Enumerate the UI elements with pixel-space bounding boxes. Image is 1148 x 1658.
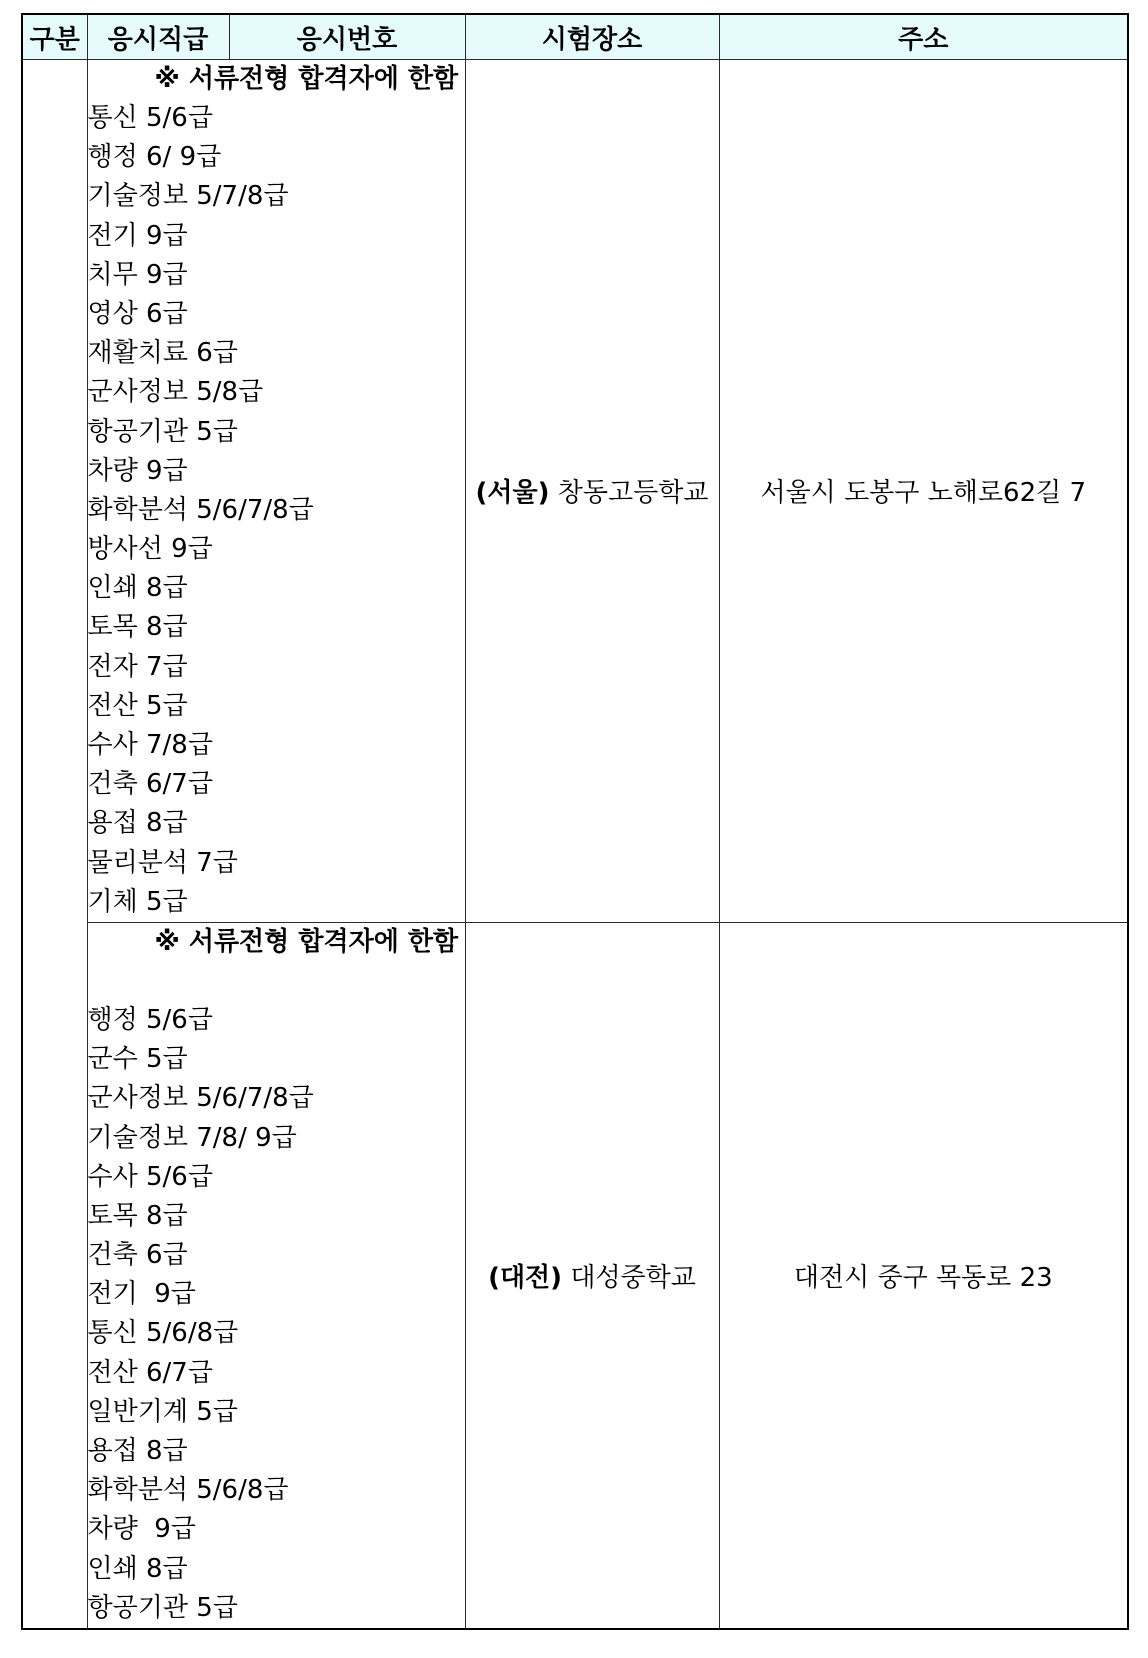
header-rank: 응시직급 xyxy=(87,14,229,60)
grade-item: 차량 9급 xyxy=(87,455,188,486)
grade-item: 인쇄 8급 xyxy=(87,1553,188,1584)
venue-name: 창동고등학교 xyxy=(557,478,709,509)
grade-item: 기술정보 7/8/ 9급 xyxy=(87,1122,297,1153)
grade-item: 통신 5/6급 xyxy=(87,103,213,133)
grade-item: 기체 5급 xyxy=(87,886,188,917)
venue-region: (대전) xyxy=(488,1262,563,1293)
address-cell: 대전시 중구 목동로 23 xyxy=(719,922,1128,1629)
grade-item: 통신 5/6/8급 xyxy=(87,1318,239,1349)
note-spacer xyxy=(88,962,465,1001)
grade-item: 일반기계 5급 xyxy=(87,1396,238,1427)
grade-item: 기술정보 5/7/8급 xyxy=(87,181,289,212)
grade-item: 전산 5급 xyxy=(87,690,188,721)
grade-item: 용접 8급 xyxy=(87,808,188,839)
eligibility-note: ※ 서류전형 합격자에 한함 xyxy=(154,926,459,957)
grade-item: 전기 9급 xyxy=(87,220,188,251)
grade-item: 화학분석 5/6/7/8급 xyxy=(87,494,314,525)
grade-item: 건축 6급 xyxy=(87,1240,188,1271)
grade-item: 전자 7급 xyxy=(87,651,188,682)
grade-item: 행정 6/ 9급 xyxy=(87,142,222,173)
section-row-daejeon xyxy=(22,922,1128,1629)
grade-item: 항공기관 5급 xyxy=(87,416,238,447)
grade-item: 토목 8급 xyxy=(87,612,188,643)
grades-cell xyxy=(87,922,465,1629)
grade-item: 행정 5/6급 xyxy=(87,1004,213,1035)
grade-item: 전기 9급 xyxy=(87,1279,196,1310)
header-exam-number: 응시번호 xyxy=(229,14,465,60)
venue-cell xyxy=(465,60,719,923)
venue-region: (서울) xyxy=(475,478,550,509)
header-division: 구분 xyxy=(22,14,87,60)
eligibility-note: ※ 서류전형 합격자에 한함 xyxy=(154,64,459,94)
grade-item: 건축 6/7급 xyxy=(87,769,213,800)
exam-venue-table xyxy=(21,13,1129,1630)
grade-item: 차량 9급 xyxy=(87,1514,196,1545)
grade-item: 군수 5급 xyxy=(87,1044,188,1075)
grade-item: 수사 5/6급 xyxy=(87,1161,213,1192)
grade-item: 군사정보 5/6/7/8급 xyxy=(87,1083,314,1114)
grade-item: 군사정보 5/8급 xyxy=(87,377,264,408)
address-cell: 서울시 도봉구 노해로62길 7 xyxy=(719,60,1128,923)
section-row-seoul xyxy=(22,60,1128,923)
division-cell xyxy=(22,60,87,1629)
grade-item: 전산 6/7급 xyxy=(87,1357,213,1388)
venue-name: 대성중학교 xyxy=(570,1262,696,1293)
grade-item: 인쇄 8급 xyxy=(87,573,188,604)
grade-list xyxy=(88,1001,465,1628)
grade-item: 항공기관 5급 xyxy=(87,1592,238,1623)
header-address: 주소 xyxy=(719,14,1128,60)
grades-cell xyxy=(87,60,465,923)
header-venue: 시험장소 xyxy=(465,14,719,60)
grade-item: 재활치료 6급 xyxy=(87,338,238,369)
grade-item: 화학분석 5/6/8급 xyxy=(87,1475,289,1506)
grade-list xyxy=(88,99,465,922)
grade-item: 수사 7/8급 xyxy=(87,730,213,760)
grade-item: 토목 8급 xyxy=(87,1200,188,1231)
venue-cell xyxy=(465,922,719,1629)
grade-item: 용접 8급 xyxy=(87,1436,188,1466)
grade-item: 방사선 9급 xyxy=(87,534,213,565)
grade-item: 영상 6급 xyxy=(87,298,188,329)
header-row xyxy=(22,14,1128,60)
grade-item: 치무 9급 xyxy=(87,259,188,290)
grade-item: 물리분석 7급 xyxy=(87,847,238,878)
